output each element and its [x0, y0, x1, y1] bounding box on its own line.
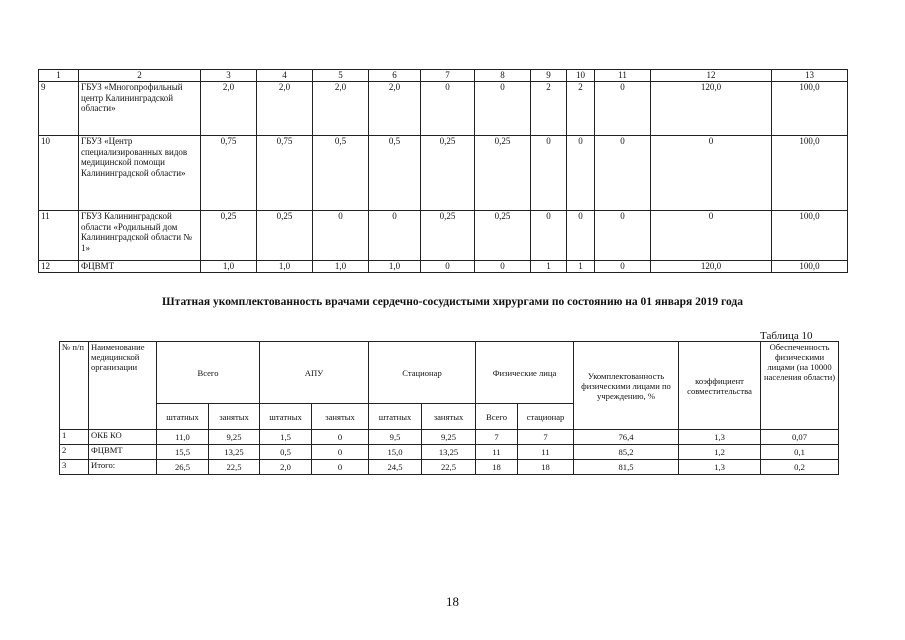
- table-cell: 15,5: [157, 445, 209, 460]
- table-cell: 0,2: [761, 460, 839, 475]
- header-org-name: Наименование медицинской организации: [89, 342, 157, 430]
- table-cell: 1,2: [679, 445, 761, 460]
- header-stationary: Стационар: [369, 342, 476, 404]
- header-cell: 11: [595, 70, 651, 82]
- header-cell: 13: [772, 70, 848, 82]
- table-cell: 2,0: [260, 460, 312, 475]
- table-cell: 0: [651, 136, 772, 211]
- header-cell: 12: [651, 70, 772, 82]
- header-cell: 3: [201, 70, 257, 82]
- header-number: № п/п: [60, 342, 89, 430]
- table-top-header-row: [39, 70, 848, 82]
- org-name: ФЦВМТ: [79, 261, 201, 273]
- table-row: [39, 82, 848, 136]
- table-cell: 1,3: [679, 460, 761, 475]
- table-row: [39, 211, 848, 261]
- header-cell: 8: [475, 70, 531, 82]
- table-cell: 0,25: [475, 136, 531, 211]
- table-cell: 0: [651, 211, 772, 261]
- header-cell: 6: [369, 70, 421, 82]
- table-cell: 100,0: [772, 136, 848, 211]
- table-cell: 1: [567, 261, 595, 273]
- org-name: ОКБ КО: [89, 430, 157, 445]
- row-number: 2: [60, 445, 89, 460]
- header-cell: 5: [313, 70, 369, 82]
- table-cell: 2,0: [369, 82, 421, 136]
- table-cell: 76,4: [574, 430, 679, 445]
- table-cell: 2,0: [201, 82, 257, 136]
- table-cell: 2,0: [257, 82, 313, 136]
- header-provision: Обеспеченность физическими лицами (на 10000 населения области): [761, 342, 839, 430]
- row-number: 10: [39, 136, 79, 211]
- table-cell: 1,0: [369, 261, 421, 273]
- subheader-staff: штатных: [260, 404, 312, 430]
- table-cell: 0: [531, 136, 567, 211]
- table-cell: 1,0: [201, 261, 257, 273]
- table-cell: 0: [567, 136, 595, 211]
- table-bottom-header-row: [60, 342, 839, 404]
- table-cell: 0,75: [257, 136, 313, 211]
- header-physical-persons: Физические лица: [476, 342, 574, 404]
- row-number: 3: [60, 460, 89, 475]
- table-cell: 2: [531, 82, 567, 136]
- subheader-occupied: занятых: [422, 404, 476, 430]
- row-number: 1: [60, 430, 89, 445]
- subheader-staff: штатных: [157, 404, 209, 430]
- table-cell: 22,5: [209, 460, 260, 475]
- org-name: Итого:: [89, 460, 157, 475]
- org-name: ГБУЗ «Центр специализированных видов медицинской помощи Калининградской области»: [79, 136, 201, 211]
- table-cell: 0: [595, 261, 651, 273]
- table-cell: 85,2: [574, 445, 679, 460]
- table-cell: 0,5: [369, 136, 421, 211]
- table-row: [60, 430, 839, 445]
- table-cell: 0,25: [421, 136, 475, 211]
- org-name: ГБУЗ Калининградской области «Родильный дом Калининградской области № 1»: [79, 211, 201, 261]
- org-name: ГБУЗ «Многопрофильный центр Калининградской области»: [79, 82, 201, 136]
- table-cell: 7: [518, 430, 574, 445]
- table-cell: 11: [518, 445, 574, 460]
- table-cell: 0: [475, 82, 531, 136]
- header-staffing-percent: Укомплектованность физическими лицами по учреждению, %: [574, 342, 679, 430]
- section-heading: Штатная укомплектованность врачами сердечно-сосудистыми хирургами по состоянию на 01 января 2019 года: [162, 296, 743, 308]
- header-cell: 2: [79, 70, 201, 82]
- table-cell: 11,0: [157, 430, 209, 445]
- subheader-occupied: занятых: [312, 404, 369, 430]
- header-cell: 1: [39, 70, 79, 82]
- table-cell: 0: [312, 445, 369, 460]
- subheader-all: Всего: [476, 404, 518, 430]
- table-cell: 0: [421, 82, 475, 136]
- table-cell: 18: [476, 460, 518, 475]
- table-caption: Таблица 10: [760, 330, 813, 342]
- table-cell: 1,0: [257, 261, 313, 273]
- table-cell: 13,25: [209, 445, 260, 460]
- header-total: Всего: [157, 342, 260, 404]
- table-cell: 13,25: [422, 445, 476, 460]
- table-cell: 0: [567, 211, 595, 261]
- table-cell: 0,07: [761, 430, 839, 445]
- table-cell: 0,25: [201, 211, 257, 261]
- table-cell: 0: [421, 261, 475, 273]
- header-cell: 9: [531, 70, 567, 82]
- table-cell: 0: [312, 430, 369, 445]
- header-cell: 4: [257, 70, 313, 82]
- table-cell: 9,25: [209, 430, 260, 445]
- header-apu: АПУ: [260, 342, 369, 404]
- table-cell: 0: [312, 460, 369, 475]
- table-cell: 0,5: [260, 445, 312, 460]
- table-cell: 7: [476, 430, 518, 445]
- table-cell: 11: [476, 445, 518, 460]
- table-cell: 18: [518, 460, 574, 475]
- table-row: [60, 445, 839, 460]
- table-cell: 1: [531, 261, 567, 273]
- subheader-stationary: стационар: [518, 404, 574, 430]
- row-number: 9: [39, 82, 79, 136]
- table-cell: 26,5: [157, 460, 209, 475]
- table-row: [39, 261, 848, 273]
- table-cell: 0: [595, 136, 651, 211]
- table-cell: 9,25: [422, 430, 476, 445]
- table-cell: 2,0: [313, 82, 369, 136]
- table-cell: 100,0: [772, 82, 848, 136]
- table-cell: 120,0: [651, 261, 772, 273]
- table-cell: 0,25: [421, 211, 475, 261]
- table-cell: 22,5: [422, 460, 476, 475]
- table-cell: 0,1: [761, 445, 839, 460]
- table-cell: 81,5: [574, 460, 679, 475]
- table-cell: 1,3: [679, 430, 761, 445]
- page-number: 18: [446, 594, 459, 609]
- table-cell: 1,0: [313, 261, 369, 273]
- header-coefficient: коэффициент совместительства: [679, 342, 761, 430]
- org-name: ФЦВМТ: [89, 445, 157, 460]
- subheader-occupied: занятых: [209, 404, 260, 430]
- table-cell: 0,25: [475, 211, 531, 261]
- table-cell: 15,0: [369, 445, 422, 460]
- table-row: [39, 136, 848, 211]
- table-cell: 0: [313, 211, 369, 261]
- row-number: 12: [39, 261, 79, 273]
- header-cell: 10: [567, 70, 595, 82]
- subheader-staff: штатных: [369, 404, 422, 430]
- table-cell: 0: [369, 211, 421, 261]
- table-cell: 0,25: [257, 211, 313, 261]
- table-cell: 2: [567, 82, 595, 136]
- table-row-total: [60, 460, 839, 475]
- table-cell: 0: [531, 211, 567, 261]
- table-cell: 0,75: [201, 136, 257, 211]
- table-cell: 1,5: [260, 430, 312, 445]
- table-cell: 24,5: [369, 460, 422, 475]
- table-cell: 0: [475, 261, 531, 273]
- table-cell: 0: [595, 211, 651, 261]
- table-cell: 100,0: [772, 211, 848, 261]
- table-cell: 0,5: [313, 136, 369, 211]
- table-cell: 0: [595, 82, 651, 136]
- header-cell: 7: [421, 70, 475, 82]
- table-top: [38, 69, 848, 273]
- table-cell: 120,0: [651, 82, 772, 136]
- table-bottom: [59, 341, 839, 475]
- row-number: 11: [39, 211, 79, 261]
- table-cell: 9,5: [369, 430, 422, 445]
- table-cell: 100,0: [772, 261, 848, 273]
